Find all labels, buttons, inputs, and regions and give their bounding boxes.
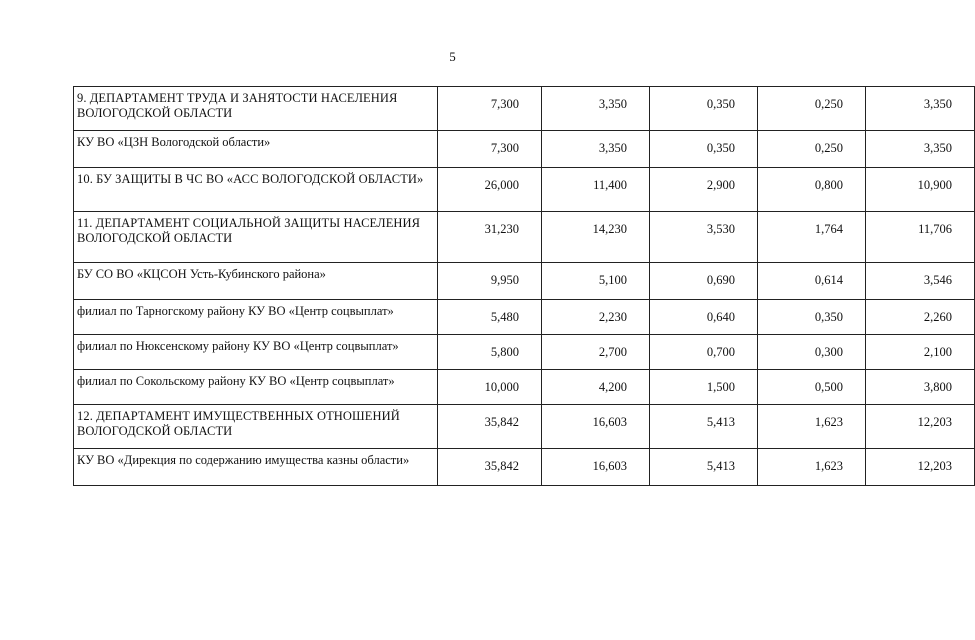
row-value-3: 3,530 [650,212,758,263]
row-value-1: 31,230 [438,212,542,263]
row-value-2: 11,400 [542,168,650,212]
row-value-3: 0,700 [650,335,758,370]
row-value-2: 4,200 [542,370,650,405]
budget-table [73,86,975,486]
row-value-3: 5,413 [650,449,758,486]
table-row [74,212,975,263]
row-value-5: 12,203 [866,449,975,486]
row-value-4: 1,764 [758,212,866,263]
row-name: филиал по Нюксенскому району КУ ВО «Центр соцвыплат» [74,335,438,370]
table-row [74,87,975,131]
row-name: филиал по Тарногскому району КУ ВО «Центр соцвыплат» [74,300,438,335]
table-row [74,168,975,212]
row-value-4: 0,350 [758,300,866,335]
row-name: КУ ВО «Дирекция по содержанию имущества казны области» [74,449,438,486]
row-value-4: 0,250 [758,131,866,168]
row-name: 11. ДЕПАРТАМЕНТ СОЦИАЛЬНОЙ ЗАЩИТЫ НАСЕЛЕНИЯ ВОЛОГОДСКОЙ ОБЛАСТИ [74,212,438,263]
row-value-1: 35,842 [438,405,542,449]
row-value-2: 2,700 [542,335,650,370]
row-value-1: 35,842 [438,449,542,486]
row-value-2: 14,230 [542,212,650,263]
row-value-5: 2,100 [866,335,975,370]
row-value-1: 10,000 [438,370,542,405]
row-value-4: 0,300 [758,335,866,370]
row-value-5: 11,706 [866,212,975,263]
row-value-5: 3,350 [866,87,975,131]
row-value-5: 10,900 [866,168,975,212]
row-value-1: 7,300 [438,87,542,131]
row-value-1: 5,800 [438,335,542,370]
row-value-4: 0,500 [758,370,866,405]
row-value-5: 2,260 [866,300,975,335]
row-value-5: 3,546 [866,263,975,300]
row-value-4: 0,250 [758,87,866,131]
table-row [74,131,975,168]
row-value-2: 3,350 [542,131,650,168]
row-name: филиал по Сокольскому району КУ ВО «Центр соцвыплат» [74,370,438,405]
row-name: 9. ДЕПАРТАМЕНТ ТРУДА И ЗАНЯТОСТИ НАСЕЛЕНИЯ ВОЛОГОДСКОЙ ОБЛАСТИ [74,87,438,131]
table-row [74,405,975,449]
row-value-2: 3,350 [542,87,650,131]
row-value-3: 1,500 [650,370,758,405]
row-value-4: 0,614 [758,263,866,300]
row-value-4: 1,623 [758,405,866,449]
row-value-5: 12,203 [866,405,975,449]
table-row [74,300,975,335]
row-value-3: 2,900 [650,168,758,212]
row-value-5: 3,800 [866,370,975,405]
row-value-3: 0,690 [650,263,758,300]
row-value-4: 0,800 [758,168,866,212]
row-value-2: 5,100 [542,263,650,300]
table-row [74,335,975,370]
row-value-1: 5,480 [438,300,542,335]
row-value-1: 9,950 [438,263,542,300]
row-value-2: 16,603 [542,449,650,486]
row-name: БУ СО ВО «КЦСОН Усть-Кубинского района» [74,263,438,300]
table-row [74,370,975,405]
row-value-3: 5,413 [650,405,758,449]
row-value-3: 0,350 [650,131,758,168]
row-value-3: 0,640 [650,300,758,335]
row-value-1: 7,300 [438,131,542,168]
row-name: 12. ДЕПАРТАМЕНТ ИМУЩЕСТВЕННЫХ ОТНОШЕНИЙ ВОЛОГОДСКОЙ ОБЛАСТИ [74,405,438,449]
table-row [74,449,975,486]
row-value-2: 2,230 [542,300,650,335]
row-name: КУ ВО «ЦЗН Вологодской области» [74,131,438,168]
page-number: 5 [449,49,456,64]
row-value-2: 16,603 [542,405,650,449]
row-value-3: 0,350 [650,87,758,131]
row-name: 10. БУ ЗАЩИТЫ В ЧС ВО «АСС ВОЛОГОДСКОЙ ОБЛАСТИ» [74,168,438,212]
row-value-4: 1,623 [758,449,866,486]
row-value-5: 3,350 [866,131,975,168]
table-row [74,263,975,300]
row-value-1: 26,000 [438,168,542,212]
